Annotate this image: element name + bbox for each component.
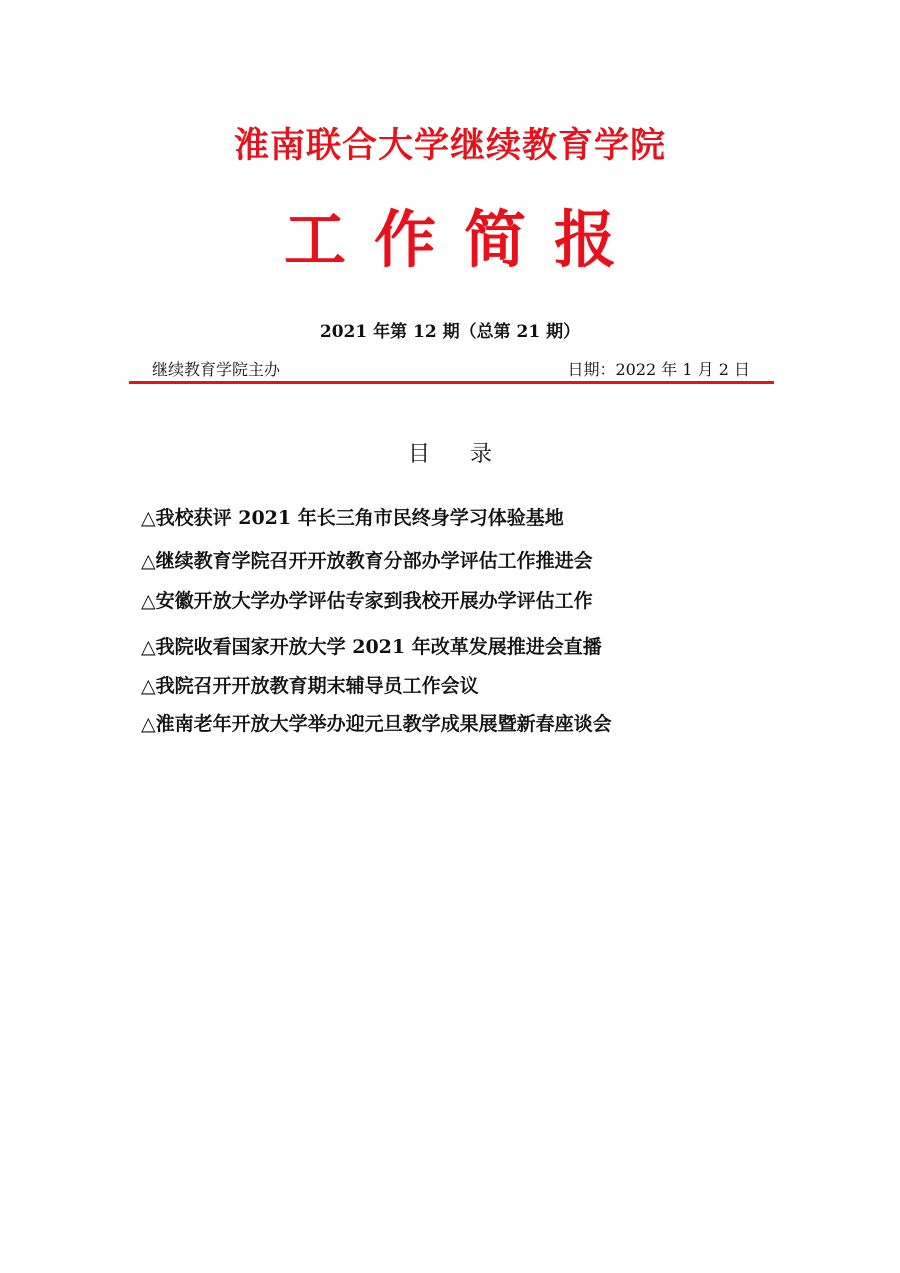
toc-item: △安徽开放大学办学评估专家到我校开展办学评估工作	[141, 590, 593, 612]
doc-title: 工作简报	[283, 203, 644, 276]
toc-item: △我校获评 2021 年长三角市民终身学习体验基地	[141, 507, 564, 529]
issue-number: 2021 年第 12 期（总第 21 期）	[319, 322, 581, 342]
publication-date: 日期：2022 年 1 月 2 日	[567, 360, 750, 379]
toc-item: △我院收看国家开放大学 2021 年改革发展推进会直播	[141, 636, 602, 658]
toc-item: △淮南老年开放大学举办迎元旦教学成果展暨新春座谈会	[141, 713, 612, 735]
publisher: 继续教育学院主办	[152, 360, 281, 379]
header-divider	[129, 381, 774, 384]
toc-item: △继续教育学院召开开放教育分部办学评估工作推进会	[141, 550, 593, 572]
toc-heading: 目录	[407, 442, 532, 467]
org-title: 淮南联合大学继续教育学院	[233, 126, 666, 166]
toc-item: △我院召开开放教育期末辅导员工作会议	[141, 675, 479, 697]
